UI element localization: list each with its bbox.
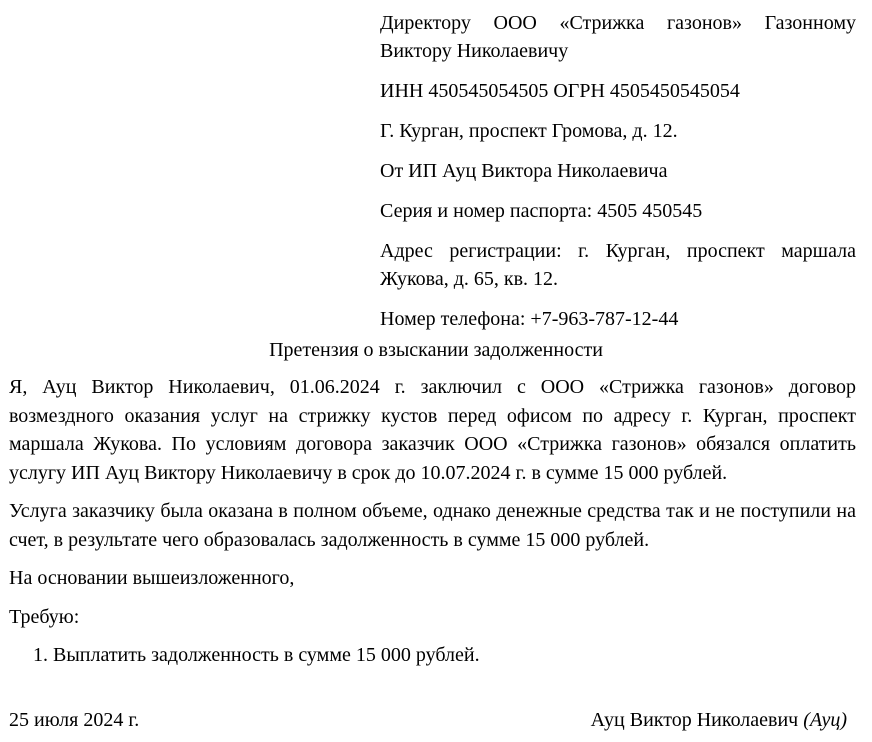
document-title: Претензия о взыскании задолженности [269, 339, 603, 361]
document-date: 25 июля 2024 г. [9, 709, 140, 731]
paragraph-debt: Услуга заказчику была оказана в полном объеме, однако денежные средства так и не поступили на счет, в результате чего образовалась задолженность в сумме 15 000 рублей. [9, 500, 856, 551]
registration-address: Адрес регистрации: г. Курган, проспект маршала Жукова, д. 65, кв. 12. [380, 240, 856, 290]
passport-details: Серия и номер паспорта: 4505 450545 [380, 200, 703, 222]
signer-name: Ауц Виктор Николаевич [590, 709, 799, 731]
signature: (Ауц) [803, 709, 847, 731]
list-item: 1. Выплатить задолженность в сумме 15 000 рублей. [33, 644, 480, 666]
addressee: Директору ООО «Стрижка газонов» Газонному Виктору Николаевичу [380, 12, 856, 62]
phone-number: Номер телефона: +7-963-787-12-44 [380, 308, 679, 330]
signature-block [591, 706, 847, 734]
claim-header [380, 9, 856, 345]
demand-list [9, 641, 856, 669]
inn-ogrn: ИНН 450545054505 ОГРН 4505450545054 [380, 80, 740, 102]
sender-name: От ИП Ауц Виктора Николаевича [380, 160, 668, 182]
claim-body [9, 373, 856, 677]
demand-heading: Требую: [9, 605, 80, 628]
paragraph-contract: Я, Ауц Виктор Николаевич, 01.06.2024 г. заключил с ООО «Стрижка газонов» договор возмездного оказания услуг на стрижку кустов перед офисом по адресу г. Курган, проспект маршала Жукова. По условиям договора заказчик ООО «Стрижка газонов» обязался оплатить услугу ИП Ауц Виктору Николаевичу в срок до 10.07.2024 г. в сумме 15 000 рублей. [9, 376, 856, 484]
paragraph-basis: На основании вышеизложенного, [9, 567, 295, 589]
company-address: Г. Курган, проспект Громова, д. 12. [380, 120, 678, 142]
